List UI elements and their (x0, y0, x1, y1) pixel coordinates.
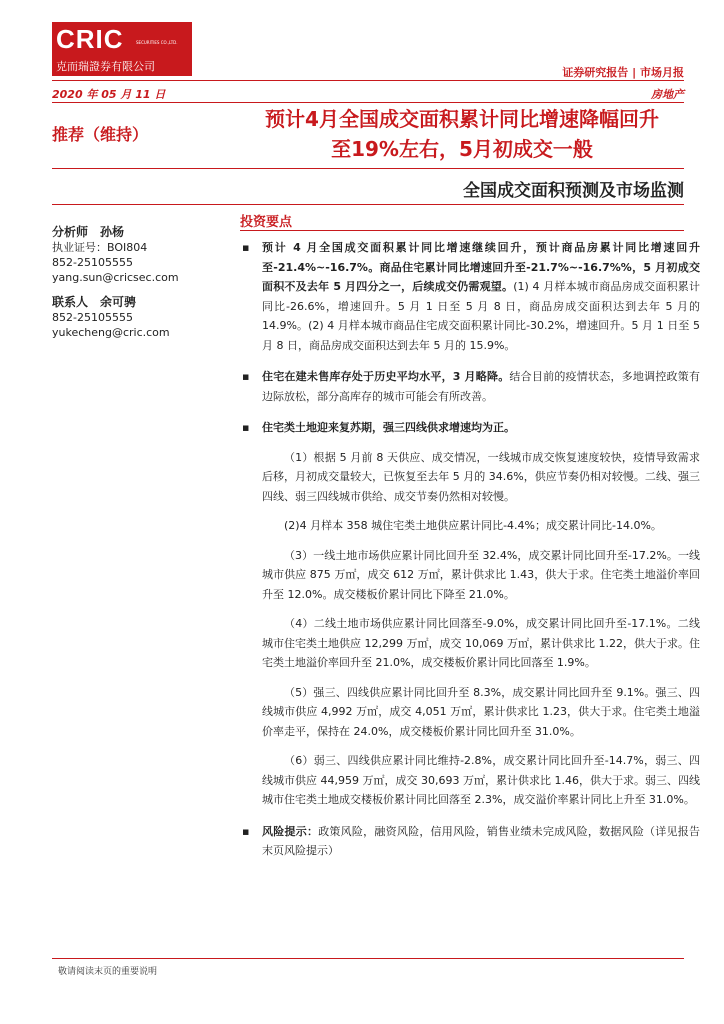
report-date: 2020 年 05 月 11 日 (52, 88, 166, 101)
analyst-phone: 852-25105555 (52, 256, 133, 269)
headline-line-1: 预计4月全国成交面积累计同比增速降幅回升 (265, 107, 659, 131)
footer-note: 敬请阅读末页的重要说明 (58, 967, 158, 977)
analyst-name: 孙杨 (100, 225, 125, 239)
contact-name-row (52, 295, 222, 310)
contact-name: 余可骋 (100, 295, 137, 309)
report-type: 证券研究报告 | 市场月报 (562, 66, 684, 79)
bullet-1-text: (1) 4 月样本城市商品房成交面积累计同比-26.6%，增速回升。5 月 1 日至 5 月 8 日，商品房成交面积达到去年 5 月的 14.9%。(2) 4 月样本城市商品住宅成交面积累计同比-30.2%，增速回升。5 月 1 日至 5 月 8 日，商品房成交面积达到去年 5 月的 15.9%。 (262, 280, 701, 352)
investment-highlights (240, 238, 700, 861)
section-divider (240, 230, 684, 231)
rating: 推荐（维持） (52, 125, 149, 144)
logo-company-name: 克而瑞證券有限公司 (56, 60, 155, 73)
paragraph-1: （1）根据 5 月前 8 天供应、成交情况，一线城市成交恢复速度较快，疫情导致需求后移，月初成交量较大，已恢复至去年 5 月的 34.6%，供应节奏仍相对较慢。二线、强三四线、弱三四线城市供给、成交节奏仍然相对较慢。 (262, 450, 700, 503)
headline (240, 104, 684, 164)
header-divider (52, 80, 684, 81)
analyst-email[interactable]: yang.sun@cricsec.com (52, 271, 179, 284)
analyst-panel (52, 225, 222, 340)
title-divider (52, 168, 684, 169)
company-logo (52, 22, 192, 76)
subhead-divider (52, 204, 684, 205)
bullet-1 (240, 238, 700, 355)
bullet-2-bold: 住宅在建未售库存处于历史平均水平，3 月略降。 (262, 370, 510, 383)
contact-label: 联系人 (52, 295, 89, 309)
logo-subtitle: SECURITIES CO.,LTD. (136, 40, 178, 45)
paragraph-5: （5）强三、四线供应累计同比回升至 8.3%，成交累计同比回升至 9.1%。强三、四线城市供应 4,992 万㎡，成交 4,051 万㎡，累计供求比 1.23，供大于求。住宅类土地溢价率走平，保持在 24.0%，成交楼板价累计同比回升至 31.0%。 (262, 685, 700, 738)
paragraph-4: （4）二线土地市场供应累计同比回落至-9.0%，成交累计同比回升至-17.1%。二线城市住宅类土地供应 12,299 万㎡，成交 10,069 万㎡，累计供求比 1.22，供大于求。住宅类土地溢价率回升至 21.0%，成交楼板价累计同比回落至 1.9%。 (262, 617, 700, 669)
date-divider (52, 102, 684, 103)
bullet-3-bold: 住宅类土地迎来复苏期，强三四线供求增速均为正。 (262, 421, 515, 434)
bullet-4-text: 政策风险，融资风险，信用风险，销售业绩未完成风险，数据风险（详见报告末页风险提示） (262, 824, 701, 857)
bullet-3 (240, 418, 700, 438)
bullet-4 (240, 822, 700, 861)
headline-line-2: 至19%左右，5月初成交一般 (331, 137, 593, 161)
logo-brand: CRIC (56, 24, 124, 54)
bullet-2-text: 结合目前的疫情状态，多地调控政策有边际放松，部分高库存的城市可能会有所改善。 (262, 370, 701, 403)
paragraph-6: （6）弱三、四线供应累计同比维持-2.8%，成交累计同比回升至-14.7%，弱三、四线城市供应 44,959 万㎡，成交 30,693 万㎡，累计供求比 1.46，供大于求。弱三、四线城市住宅类土地成交楼板价累计同比回落至 2.3%，成交溢价率累计同比上升至 31.0%。 (262, 754, 700, 806)
report-sector: 房地产 (651, 88, 684, 101)
analyst-name-row (52, 225, 222, 240)
subheading: 全国成交面积预测及市场监测 (463, 181, 684, 201)
paragraph-3: （3）一线土地市场供应累计同比回升至 32.4%，成交累计同比回升至-17.2%。一线城市供应 875 万㎡，成交 612 万㎡，累计供求比 1.43，供大于求。住宅类土地溢价率回升至 12.0%。成交楼板价累计同比下降至 21.0%。 (262, 548, 700, 601)
bullet-4-bold: 风险提示： (262, 824, 319, 838)
contact-email[interactable]: yukecheng@cric.com (52, 326, 170, 339)
bullet-2 (240, 367, 700, 406)
paragraph-2: (2)4 月样本 358 城住宅类土地供应累计同比-4.4%；成交累计同比-14.0%。 (284, 519, 662, 532)
section-title: 投资要点 (240, 215, 293, 230)
analyst-label: 分析师 (52, 225, 89, 239)
footer-divider (52, 958, 684, 959)
analyst-license: 执业证号：BOI804 (52, 241, 148, 254)
contact-phone: 852-25105555 (52, 311, 133, 324)
bullet-1-bold: 预计 4 月全国成交面积累计同比增速继续回升，预计商品房累计同比增速回升至-21.4%~-16.7%。商品住宅累计同比增速回升至-21.7%~-16.7%%，5 月初成交面积不及去年 5 月四分之一，后续成交仍需观望。 (262, 241, 700, 293)
